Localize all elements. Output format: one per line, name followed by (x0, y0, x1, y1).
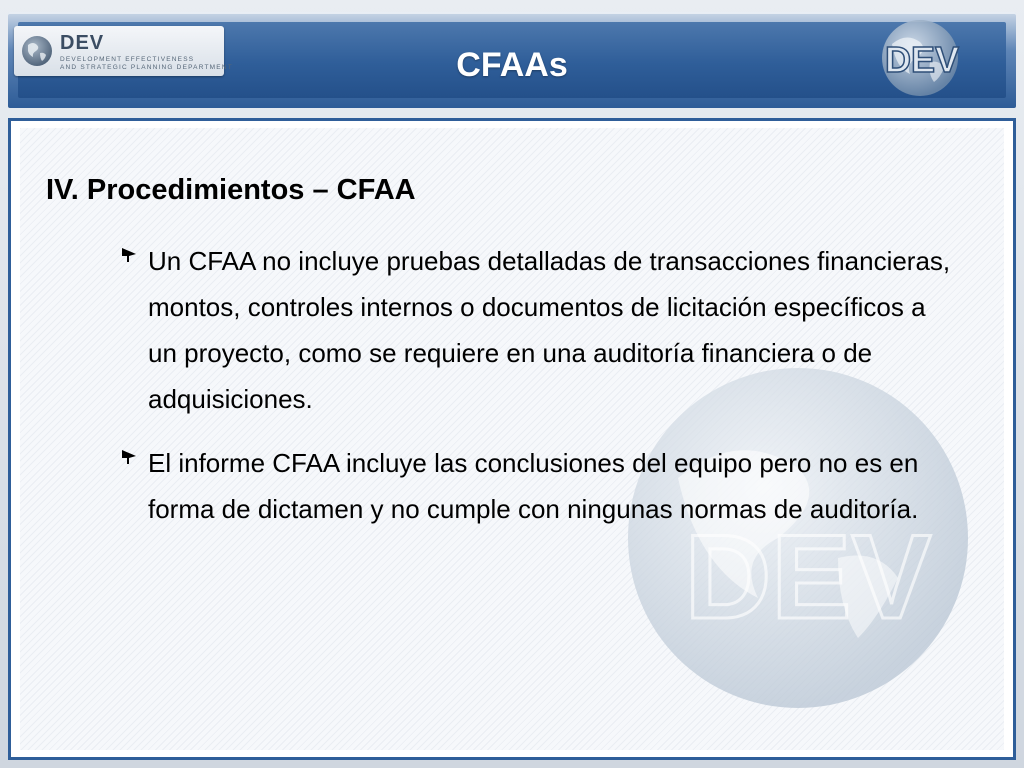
content-frame (8, 118, 1016, 760)
bullet-list (120, 238, 960, 550)
flag-icon (120, 446, 138, 470)
slide-title: CFAAs (456, 46, 568, 84)
globe-logo-text: DEV (884, 39, 960, 80)
bullet-text: El informe CFAA incluye las conclusiones del equipo pero no es en forma de dictamen y no cumple con ningunas normas de auditoría. (148, 448, 919, 524)
bullet-item (120, 238, 960, 422)
logo-subtitle-line1: DEVELOPMENT EFFECTIVENESS (60, 56, 195, 63)
dev-globe-logo-icon (862, 16, 982, 100)
bullet-item (120, 440, 960, 532)
content-area (20, 128, 1004, 750)
watermark-text: DEV (684, 510, 932, 644)
bullet-text: Un CFAA no incluye pruebas detalladas de transacciones financieras, montos, controles internos o documentos de licitación específicos a un proyecto, como se requiere en una auditoría financiera o de adquisiciones. (148, 246, 951, 414)
logo-name: DEV (60, 32, 105, 54)
logo-subtitle-line2: AND STRATEGIC PLANNING DEPARTMENT (60, 64, 233, 71)
flag-icon (120, 244, 138, 268)
section-heading: IV. Procedimientos – CFAA (46, 174, 416, 206)
